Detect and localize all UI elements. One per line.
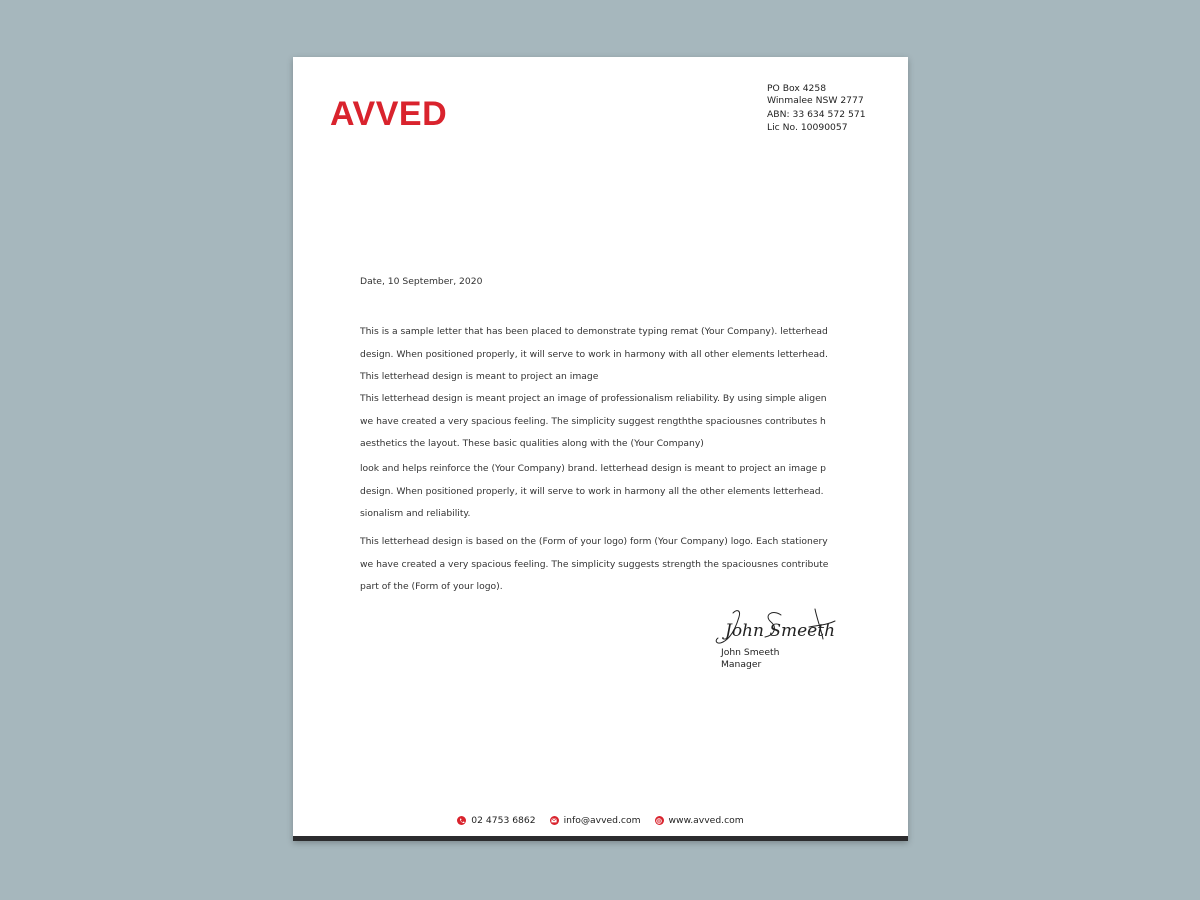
paragraph-line: This is a sample letter that has been placed to demonstrate typing remat (Your Company). letterhead [360, 326, 828, 337]
letter-date: Date, 10 September, 2020 [360, 276, 483, 287]
footer-phone-text: 02 4753 6862 [471, 815, 536, 826]
paragraph-line: aesthetics the layout. These basic qualities along with the (Your Company) [360, 438, 704, 449]
paragraph-line: part of the (Form of your logo). [360, 581, 503, 592]
address-po-box: PO Box 4258 [767, 83, 827, 94]
paragraph-line: design. When positioned properly, it will serve to work in harmony with all other elements letterhead. [360, 348, 828, 360]
footer-email [550, 815, 641, 826]
address-licence: Lic No. 10090057 [767, 121, 848, 133]
handwritten-signature [711, 605, 843, 651]
address-abn: ABN: 33 634 572 571 [767, 109, 866, 121]
paragraph-line: design. When positioned properly, it will serve to work in harmony all the other elements letterhead. [360, 485, 824, 497]
paragraph-line: This letterhead design is meant project an image of professionalism reliability. By using simple aligen [360, 393, 827, 404]
paragraph-line: we have created a very spacious feeling. The simplicity suggests strength the spaciousnes contribute [360, 558, 829, 570]
company-address-block [767, 83, 866, 134]
signatory-name: John Smeeth [721, 647, 780, 658]
footer-bottom-bar [293, 836, 908, 841]
logo-wordmark: AVVED [330, 95, 448, 131]
footer-website [655, 815, 744, 826]
paragraph-line: This letterhead design is based on the (Form of your logo) form (Your Company) logo. Each stationery [360, 536, 828, 547]
footer-email-text: info@avved.com [563, 815, 641, 826]
phone-icon [457, 816, 466, 825]
email-icon [550, 816, 559, 825]
letter-paragraph-3 [360, 458, 840, 526]
avved-logo [330, 93, 492, 131]
signatory-title: Manager [721, 659, 762, 670]
signature-script: John Smeeth [725, 621, 836, 641]
footer-website-text: www.avved.com [668, 815, 744, 826]
letter-paragraph-1 [360, 321, 840, 389]
letter-paragraph-4 [360, 531, 840, 599]
signatory-block [721, 647, 779, 671]
letterhead-page [293, 57, 908, 841]
address-suburb: Winmalee NSW 2777 [767, 95, 864, 107]
letter-paragraph-2 [360, 388, 840, 456]
globe-icon [655, 816, 664, 825]
paragraph-line: This letterhead design is meant to project an image [360, 371, 599, 382]
paragraph-line: look and helps reinforce the (Your Company) brand. letterhead design is meant to project an image p [360, 463, 826, 474]
paragraph-line: we have created a very spacious feeling. The simplicity suggest rengththe spaciousnes contributes h [360, 415, 826, 427]
paragraph-line: sionalism and reliability. [360, 508, 471, 519]
letterhead-footer [293, 815, 908, 826]
footer-phone [457, 815, 535, 826]
